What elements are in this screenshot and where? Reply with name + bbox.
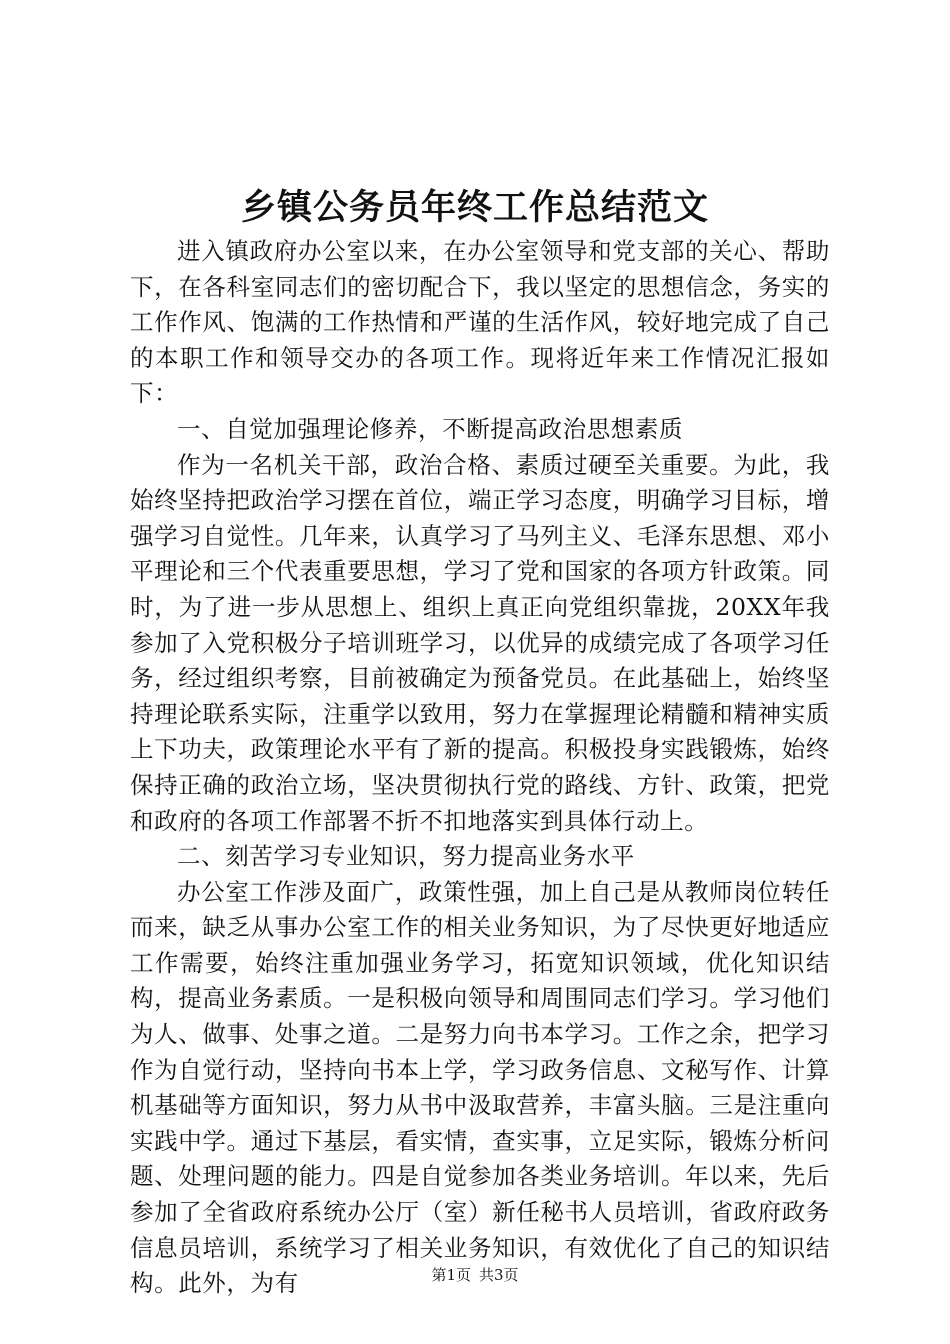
document-body (130, 234, 830, 1302)
section-heading-1: 一、自觉加强理论修养，不断提高政治思想素质 (177, 414, 684, 443)
paragraph-intro: 进入镇政府办公室以来，在办公室领导和党支部的关心、帮助下，在各科室同志们的密切配合下，我以坚定的思想信念，务实的工作作风、饱满的工作热情和严谨的生活作风，较好地完成了自己的本职工作和领导交办的各项工作。现将近年来工作情况汇报如下： (130, 237, 830, 408)
document-title: 乡镇公务员年终工作总结范文 (240, 187, 709, 228)
paragraph-section-2: 办公室工作涉及面广，政策性强，加上自己是从教师岗位转任而来，缺乏从事办公室工作的相关业务知识，为了尽快更好地适应工作需要，始终注重加强业务学习，拓宽知识领域，优化知识结构，提高业务素质。一是积极向领导和周围同志们学习。学习他们为人、做事、处事之道。二是努力向书本学习。工作之余，把学习作为自觉行动，坚持向书本上学，学习政务信息、文秘写作、计算机基础等方面知识，努力从书中汲取营养，丰富头脑。三是注重向实践中学。通过下基层，看实情，查实事，立足实际，锻炼分析问题、处理问题的能力。四是自觉参加各类业务培训。年以来，先后参加了全省政府系统办公厅（室）新任秘书人员培训，省政府政务信息员培训，系统学习了相关业务知识，有效优化了自己的知识结构。此外，为有 (130, 877, 830, 1298)
paragraph-section-1: 作为一名机关干部，政治合格、素质过硬至关重要。为此，我始终坚持把政治学习摆在首位，端正学习态度，明确学习目标，增强学习自觉性。几年来，认真学习了马列主义、毛泽东思想、邓小平理论和三个代表重要思想，学习了党和国家的各项方针政策。同时，为了进一步从思想上、组织上真正向党组织靠拢，20XX年我参加了入党积极分子培训班学习，以优异的成绩完成了各项学习任务，经过组织考察，目前被确定为预备党员。在此基础上，始终坚持理论联系实际，注重学以致用，努力在掌握理论精髓和精神实质上下功夫，政策理论水平有了新的提高。积极投身实践锻炼，始终保持正确的政治立场，坚决贯彻执行党的路线、方针、政策，把党和政府的各项工作部署不折不扣地落实到具体行动上。 (130, 450, 830, 835)
page-total: 共3页 (479, 1266, 519, 1284)
section-heading-2: 二、刻苦学习专业知识，努力提高业务水平 (177, 842, 635, 871)
page-number: 第1页 (431, 1266, 471, 1284)
page-footer (0, 1265, 950, 1285)
